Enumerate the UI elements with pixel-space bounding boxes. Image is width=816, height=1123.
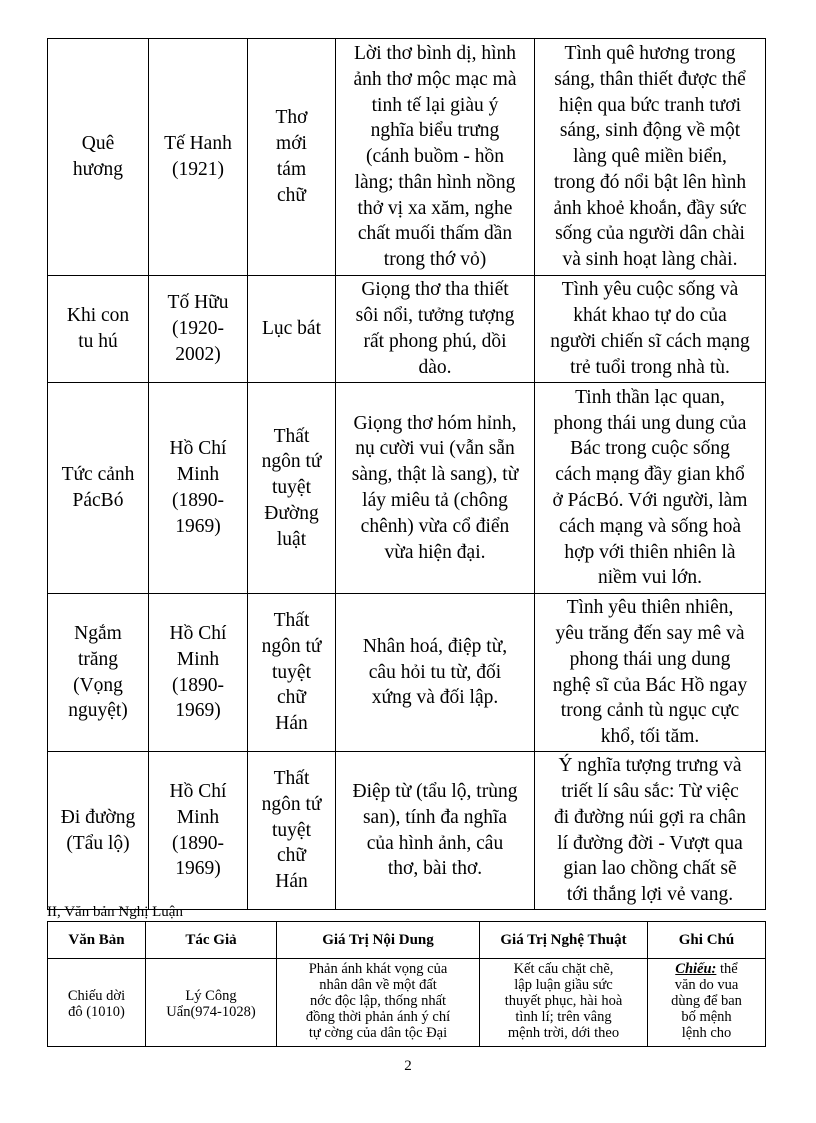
essay-content-line: Phản ánh khát vọng của bbox=[308, 961, 448, 977]
essay-title-line: đô (1010) bbox=[68, 1003, 125, 1020]
essay-note-cell bbox=[648, 959, 766, 1047]
poem-author-line: Tố Hữu bbox=[167, 292, 229, 314]
poem-author-line: (1921) bbox=[172, 159, 224, 180]
poem-art-value-line: thơ, bài thơ. bbox=[387, 858, 483, 880]
poem-content-value-line: cách mạng và sống hoà bbox=[559, 515, 741, 537]
poem-form-line: ngôn tứ bbox=[261, 451, 322, 473]
poem-art-value-cell bbox=[336, 594, 535, 752]
poem-art-value-line: nụ cười vui (vẫn sẵn bbox=[355, 438, 515, 460]
poem-form-line: Lục bát bbox=[261, 318, 321, 340]
essay-note-line: lệnh cho bbox=[681, 1025, 732, 1041]
poem-content-value-line: tới thắng lợi vẻ vang. bbox=[566, 884, 734, 906]
poem-form-line: tám bbox=[276, 159, 307, 180]
essays-table-body bbox=[48, 959, 766, 1047]
essay-content-cell bbox=[277, 959, 480, 1047]
poem-content-value-line: hiện qua bức tranh tươi bbox=[559, 94, 741, 116]
poem-art-value-line: (cánh buồm - hồn bbox=[365, 146, 505, 168]
poem-title-cell bbox=[48, 39, 149, 276]
poem-art-value-line: ảnh thơ mộc mạc mà bbox=[353, 68, 517, 90]
poem-title-line: hương bbox=[72, 159, 124, 180]
essay-art-cell bbox=[480, 959, 648, 1047]
poem-content-value-line: phong thái ung dung của bbox=[553, 412, 747, 434]
poem-content-value-line: người chiến sĩ cách mạng bbox=[550, 331, 750, 352]
poem-title-line: trăng bbox=[77, 648, 119, 670]
essay-row bbox=[48, 959, 766, 1047]
poem-content-value-line: và sinh hoạt làng chài. bbox=[562, 249, 738, 271]
poem-content-value-cell bbox=[535, 594, 766, 752]
header-noi-dung: Giá Trị Nội Dung bbox=[277, 922, 480, 959]
poem-art-value-line: Giọng thơ tha thiết bbox=[361, 279, 509, 301]
poem-author-line: (1890- bbox=[172, 832, 224, 854]
poems-table-body bbox=[48, 39, 766, 910]
poem-art-value-line: san), tính đa nghĩa bbox=[362, 806, 508, 828]
poem-form-cell bbox=[248, 594, 336, 752]
poem-author-line: (1890- bbox=[172, 674, 224, 696]
poem-art-value-cell bbox=[336, 39, 535, 276]
poem-author-cell bbox=[149, 594, 248, 752]
essay-note-line: văn do vua bbox=[674, 977, 739, 993]
poem-content-value-cell bbox=[535, 39, 766, 276]
essay-author-line: Uẩn(974-1028) bbox=[166, 1003, 256, 1020]
poem-author-line: Minh bbox=[176, 806, 220, 828]
poem-form-line: luật bbox=[276, 528, 307, 550]
essay-author-cell bbox=[146, 959, 277, 1047]
poem-author-cell bbox=[149, 276, 248, 383]
poem-form-line: chữ bbox=[277, 184, 306, 206]
poem-title-cell bbox=[48, 383, 149, 594]
poem-art-value-line: làng; thân hình nồng bbox=[354, 171, 516, 193]
poem-content-value-line: trong đó nổi bật lên hình bbox=[553, 171, 747, 193]
poem-art-value-line: vừa hiện đại. bbox=[384, 541, 486, 563]
poem-form-line: Thất bbox=[273, 425, 310, 447]
poem-art-value-line: của hình ảnh, câu bbox=[366, 832, 504, 854]
poem-row bbox=[48, 594, 766, 752]
poem-form-line: Đường bbox=[264, 502, 319, 524]
poem-form-line: Hán bbox=[275, 871, 308, 893]
poem-content-value-line: sáng, thân thiết được thể bbox=[554, 68, 746, 90]
poem-title-cell bbox=[48, 752, 149, 910]
poem-author-cell bbox=[149, 383, 248, 594]
poem-content-value-line: Bác trong cuộc sống bbox=[570, 438, 730, 460]
essay-art-line: mệnh trời, dới theo bbox=[507, 1025, 620, 1041]
poem-content-value-line: lí đường đời - Vượt qua bbox=[557, 832, 743, 854]
poem-form-line: Thất bbox=[273, 610, 310, 631]
poem-art-value-line: chất muối thấm dần bbox=[357, 223, 513, 245]
essay-content-line: tự cờng của dân tộc Đại bbox=[308, 1025, 448, 1041]
header-nghe-thuat: Giá Trị Nghệ Thuật bbox=[480, 922, 648, 959]
poem-title-line: (Vọng bbox=[73, 674, 123, 696]
poem-author-cell bbox=[149, 39, 248, 276]
poem-content-value-cell bbox=[535, 752, 766, 910]
poem-content-value-line: triết lí sâu sắc: Từ việc bbox=[561, 780, 739, 802]
poem-author-line: Hồ Chí bbox=[169, 438, 227, 460]
essay-content-line: nớc độc lập, thống nhất bbox=[309, 993, 447, 1009]
poem-content-value-line: ở PácBó. Với người, làm bbox=[552, 490, 748, 511]
poem-content-value-line: khổ, tối tăm. bbox=[600, 726, 700, 748]
poem-content-value-line: Tình yêu cuộc sống và bbox=[561, 279, 739, 301]
poem-content-value-line: đi đường núi gợi ra chân bbox=[553, 806, 747, 828]
poem-form-cell bbox=[248, 276, 336, 383]
poem-author-line: 1969) bbox=[175, 515, 221, 537]
poem-content-value-line: hợp với thiên nhiên là bbox=[564, 541, 736, 563]
poem-form-line: chữ bbox=[277, 687, 306, 709]
poem-content-value-line: sáng, sinh động về một bbox=[559, 120, 741, 142]
poem-content-value-line: làng quê miền biển, bbox=[573, 146, 727, 168]
poem-art-value-line: xứng và đối lập. bbox=[371, 687, 499, 709]
poem-row bbox=[48, 276, 766, 383]
essay-art-line: thuyết phục, hài hoà bbox=[504, 993, 623, 1009]
poem-content-value-line: ảnh khoẻ khoắn, đầy sức bbox=[553, 197, 747, 219]
essay-note-line: bố mệnh bbox=[681, 1009, 732, 1025]
poem-art-value-line: chênh) vừa cổ điển bbox=[360, 515, 510, 537]
poem-author-line: 2002) bbox=[175, 343, 221, 365]
header-ghi-chu: Ghi Chú bbox=[648, 922, 766, 959]
poem-title-line: Đi đường bbox=[60, 806, 136, 828]
poem-author-line: Tế Hanh bbox=[164, 133, 232, 155]
section-title: II, Văn bản Nghị Luận bbox=[47, 904, 183, 920]
poem-form-line: tuyệt bbox=[272, 661, 311, 683]
poem-art-value-line: thở vị xa xăm, nghe bbox=[357, 197, 513, 219]
poem-row bbox=[48, 39, 766, 276]
poem-art-value-line: Giọng thơ hóm hỉnh, bbox=[353, 412, 517, 434]
poem-art-value-cell bbox=[336, 276, 535, 383]
poem-author-line: 1969) bbox=[175, 858, 221, 880]
poem-title-cell bbox=[48, 594, 149, 752]
poem-art-value-line: láy miêu tả (chông bbox=[362, 490, 508, 511]
poem-author-line: (1890- bbox=[172, 490, 224, 511]
poem-title-line: Khi con bbox=[66, 305, 130, 327]
poem-title-line: (Tẩu lộ) bbox=[66, 832, 130, 854]
poem-content-value-line: Tình yêu thiên nhiên, bbox=[566, 597, 734, 619]
poem-title-line: nguyệt) bbox=[68, 700, 128, 722]
poem-art-value-line: Lời thơ bình dị, hình bbox=[354, 42, 516, 64]
poem-form-cell bbox=[248, 383, 336, 594]
essay-note-line: dùng để ban bbox=[671, 993, 742, 1009]
poem-row bbox=[48, 383, 766, 594]
poem-content-value-line: Tình quê hương trong bbox=[564, 42, 736, 64]
poem-title-line: Quê bbox=[81, 133, 115, 155]
poem-content-value-cell bbox=[535, 383, 766, 594]
poem-art-value-cell bbox=[336, 752, 535, 910]
poem-content-value-cell bbox=[535, 276, 766, 383]
poem-author-line: 1969) bbox=[175, 700, 221, 722]
poem-art-value-line: nghĩa biểu trưng bbox=[370, 120, 500, 142]
poem-author-line: Hồ Chí bbox=[169, 780, 227, 802]
poem-form-line: Thất bbox=[273, 768, 310, 789]
poem-content-value-line: Tinh thần lạc quan, bbox=[575, 386, 725, 408]
poem-content-value-line: yêu trăng đến say mê và bbox=[555, 622, 745, 644]
poem-form-line: Hán bbox=[275, 713, 308, 735]
poem-title-line: PácBó bbox=[72, 490, 124, 511]
poem-form-line: tuyệt bbox=[272, 819, 311, 841]
poem-form-line: ngôn tứ bbox=[261, 793, 322, 815]
poem-art-value-line: dào. bbox=[418, 356, 452, 378]
poem-title-line: Ngắm bbox=[74, 622, 122, 644]
poem-content-value-line: cách mạng đầy gian khổ bbox=[555, 464, 745, 486]
essay-content-line: đồng thời phản ánh ý chí bbox=[305, 1009, 451, 1025]
poem-form-line: tuyệt bbox=[272, 477, 311, 499]
essays-table bbox=[47, 921, 766, 1047]
poem-author-cell bbox=[149, 752, 248, 910]
poem-art-value-line: tinh tế lại giàu ý bbox=[371, 94, 499, 116]
essay-art-line: Kết cấu chặt chẽ, bbox=[513, 961, 614, 977]
poem-content-value-line: sống của người dân chài bbox=[555, 223, 745, 245]
poem-author-line: Minh bbox=[176, 464, 220, 486]
poem-title-line: tu hú bbox=[78, 331, 118, 352]
essays-header-row bbox=[48, 922, 766, 959]
essay-author-line: Lý Công bbox=[185, 987, 237, 1004]
poem-row bbox=[48, 752, 766, 910]
poem-art-value-line: Điệp từ (tẩu lộ, trùng bbox=[352, 780, 518, 802]
poem-author-line: (1920- bbox=[172, 318, 224, 340]
essay-note-line: thể bbox=[716, 961, 738, 977]
poem-content-value-line: khát khao tự do của bbox=[573, 305, 727, 327]
essay-title-cell bbox=[48, 959, 146, 1047]
poem-content-value-line: trẻ tuổi trong nhà tù. bbox=[570, 356, 730, 378]
poem-title-cell bbox=[48, 276, 149, 383]
header-van-ban: Văn Bản bbox=[48, 922, 146, 959]
poem-title-line: Tức cảnh bbox=[61, 464, 135, 486]
poem-art-value-line: trong thớ vỏ) bbox=[383, 249, 487, 271]
poem-form-line: mới bbox=[276, 133, 307, 155]
page-number: 2 bbox=[404, 1058, 412, 1074]
poem-art-value-line: rất phong phú, dồi bbox=[363, 331, 507, 352]
poem-form-line: chữ bbox=[277, 845, 306, 867]
poem-content-value-line: niềm vui lớn. bbox=[597, 567, 702, 589]
essay-content-line: nhân dân về một đất bbox=[319, 977, 437, 993]
essay-art-line: lập luận giầu sức bbox=[514, 977, 613, 993]
poem-content-value-line: trong cảnh tù ngục cực bbox=[560, 700, 740, 722]
header-tac-gia: Tác Giả bbox=[146, 922, 277, 959]
poem-content-value-line: nghệ sĩ của Bác Hồ ngay bbox=[552, 674, 748, 696]
poems-table bbox=[47, 38, 766, 910]
poem-content-value-line: phong thái ung dung bbox=[569, 648, 731, 670]
poem-content-value-line: Ý nghĩa tượng trưng và bbox=[558, 755, 742, 777]
poem-art-value-line: câu hỏi tu từ, đối bbox=[368, 661, 502, 683]
poem-art-value-line: sôi nổi, tưởng tượng bbox=[355, 305, 515, 327]
poem-author-line: Hồ Chí bbox=[169, 622, 227, 644]
poem-form-line: Thơ bbox=[275, 107, 308, 129]
essay-title-line: Chiếu dời bbox=[67, 987, 126, 1004]
poem-content-value-line: gian lao chồng chất sẽ bbox=[563, 858, 737, 880]
poem-art-value-cell bbox=[336, 383, 535, 594]
poem-art-value-line: Nhân hoá, điệp từ, bbox=[362, 635, 508, 657]
poem-form-cell bbox=[248, 39, 336, 276]
poem-author-line: Minh bbox=[176, 648, 220, 670]
essay-note-key: Chiếu: bbox=[675, 961, 717, 977]
poem-art-value-line: sàng, thật là sang), từ bbox=[351, 464, 519, 486]
essay-art-line: tình lí; trên vâng bbox=[515, 1009, 612, 1025]
poem-form-cell bbox=[248, 752, 336, 910]
poem-form-line: ngôn tứ bbox=[261, 635, 322, 657]
